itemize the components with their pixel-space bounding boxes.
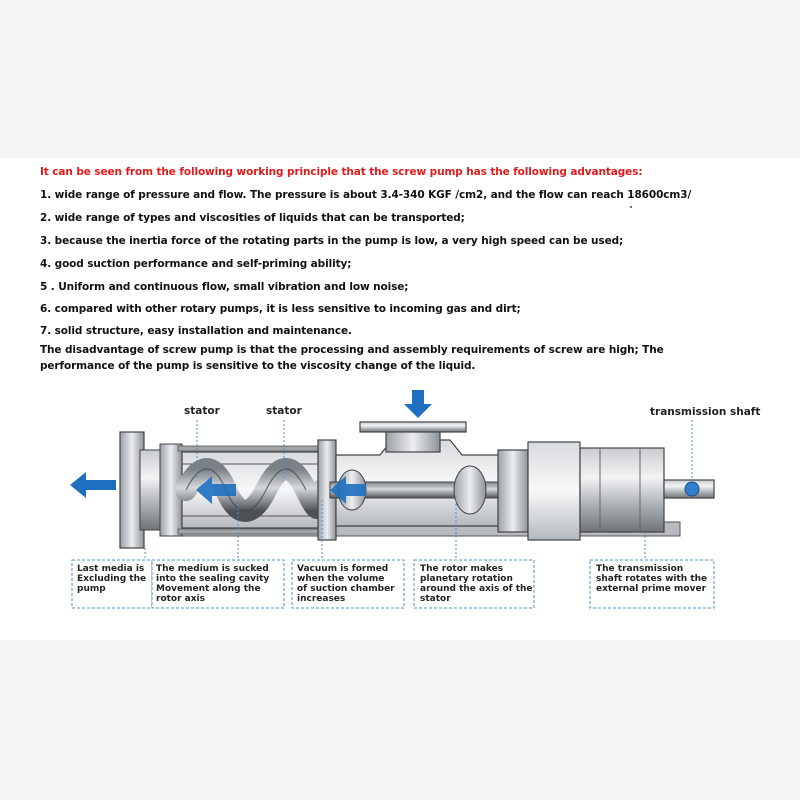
advantage-item-4: 4. good suction performance and self-priming ability;	[40, 258, 352, 270]
caption-rotor	[420, 564, 534, 604]
intro-line: It can be seen from the following working principle that the screw pump has the following advantages:	[40, 166, 643, 178]
caption-outlet-line: Excluding the	[77, 574, 147, 584]
caption-shaft-line: shaft rotates with the	[596, 574, 708, 584]
bearing-housing	[580, 448, 664, 532]
inlet-arrow	[404, 390, 432, 418]
seal-housing	[498, 450, 528, 532]
caption-outlet	[77, 564, 151, 594]
disadvantage-line-2: performance of the pump is sensitive to the viscosity change of the liquid.	[40, 360, 476, 372]
caption-vacuum-line: increases	[297, 594, 346, 604]
bearing-bracket	[528, 442, 580, 540]
caption-suction-line: Movement along the	[156, 584, 261, 594]
caption-vacuum	[297, 564, 403, 604]
caption-rotor-line: The rotor makes	[420, 564, 504, 574]
caption-rotor-line: around the axis of the	[420, 584, 533, 594]
advantage-item-5: 5 . Uniform and continuous flow, small vibration and low noise;	[40, 281, 409, 293]
caption-vacuum-line: Vacuum is formed	[297, 564, 389, 574]
caption-shaft-line: external prime mover	[596, 584, 707, 594]
advantage-item-1: 1. wide range of pressure and flow. The pressure is about 3.4-340 KGF /cm2, and the flow can reach 18600cm3/	[40, 189, 692, 201]
caption-outlet-line: pump	[77, 584, 106, 594]
outlet-arrow	[70, 472, 116, 498]
stator-label-left: stator	[184, 405, 220, 417]
caption-rotor-line: stator	[420, 594, 451, 604]
tie-rod-top	[178, 446, 328, 451]
advantage-item-6: 6. compared with other rotary pumps, it is less sensitive to incoming gas and dirt;	[40, 303, 521, 315]
advantage-item-2: 2. wide range of types and viscosities of liquids that can be transported;	[40, 212, 465, 224]
transmission-shaft-label: transmission shaft	[650, 406, 761, 418]
caption-suction-line: into the sealing cavity	[156, 574, 270, 584]
advantage-item-7: 7. solid structure, easy installation and maintenance.	[40, 325, 352, 337]
caption-shaft	[596, 564, 714, 594]
caption-outlet-line: Last media is	[77, 564, 145, 574]
advantage-item-3: 3. because the inertia force of the rotating parts in the pump is low, a very high speed can be used;	[40, 235, 624, 247]
inlet-flange	[360, 422, 466, 432]
universal-joint-right	[454, 466, 486, 514]
caption-suction-line: rotor axis	[156, 594, 205, 604]
disadvantage-line-1: The disadvantage of screw pump is that the processing and assembly requirements of screw are high; The	[40, 344, 664, 356]
caption-vacuum-line: of suction chamber	[297, 584, 395, 594]
caption-suction	[156, 564, 284, 604]
tie-rod-bottom	[178, 529, 328, 534]
caption-suction-line: The medium is sucked	[156, 564, 269, 574]
stator-label-right: stator	[266, 405, 302, 417]
caption-rotor-line: planetary rotation	[420, 574, 513, 584]
caption-shaft-line: The transmission	[596, 564, 684, 574]
shaft-rotation-marker	[685, 482, 699, 496]
caption-vacuum-line: when the volume	[297, 574, 385, 584]
